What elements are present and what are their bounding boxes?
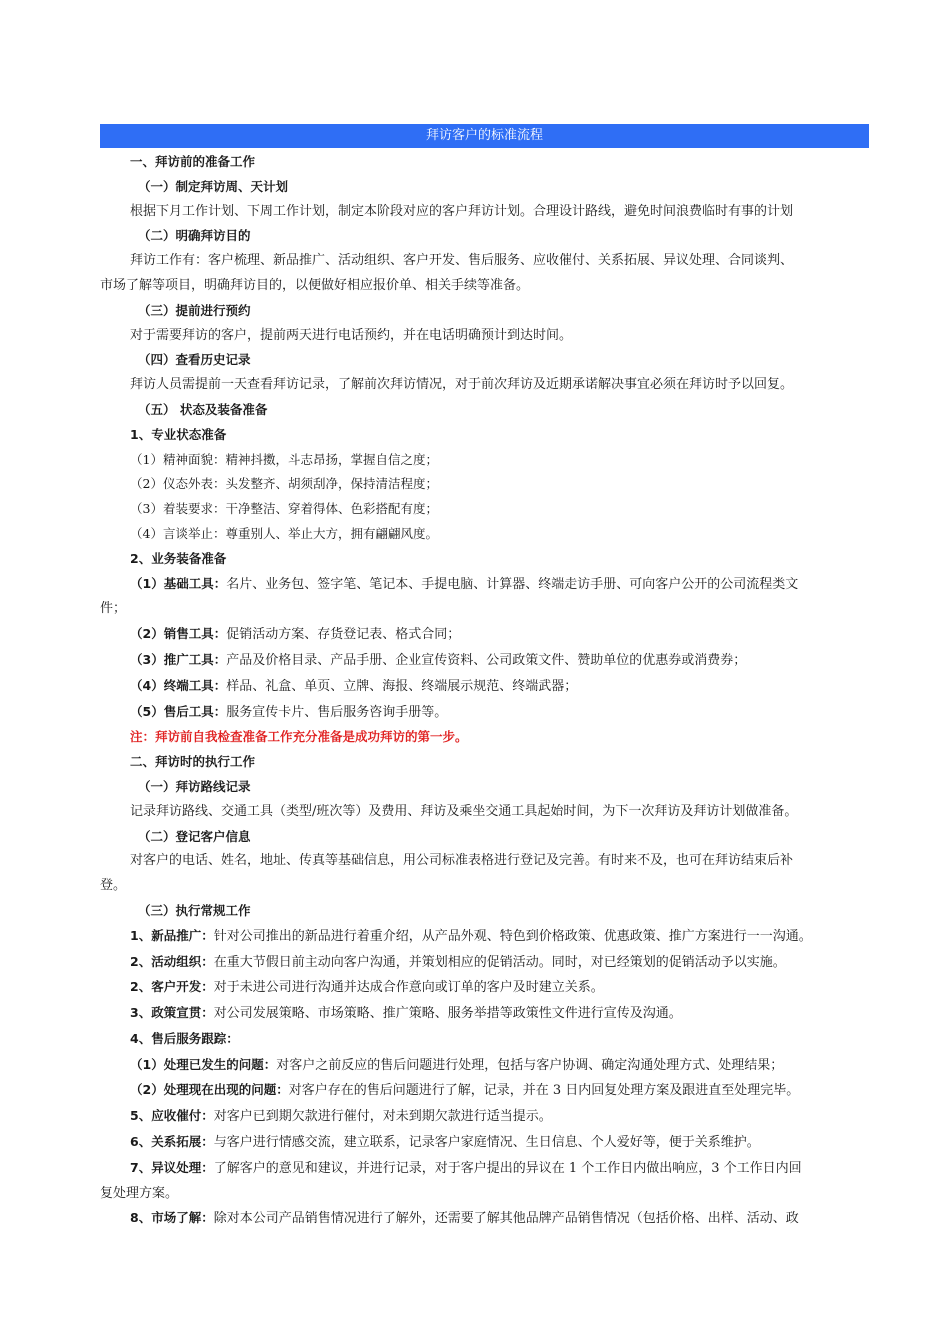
item-label: 3、政策宣贯： <box>130 1005 214 1021</box>
list-item <box>100 1027 875 1053</box>
list-item <box>100 924 875 950</box>
list-item <box>100 950 875 976</box>
item-text: 对客户之前反应的售后问题进行处理，包括与客户协调、确定沟通处理方式、处理结果； <box>276 1057 784 1073</box>
subsection-heading: （三）执行常规工作 <box>138 902 251 918</box>
item-text: 了解客户的意见和建议，并进行记录，对于客户提出的异议在 1 个工作日内做出响应，3 个工作日内回 <box>213 1160 802 1176</box>
list-item <box>100 674 875 700</box>
item-text: 在重大节假日前主动向客户沟通，并策划相应的促销活动。同时，对已经策划的促销活动予以实施。 <box>213 954 786 970</box>
item-label: 2、活动组织： <box>130 953 214 969</box>
subsection-heading: （五） 状态及装备准备 <box>138 401 268 417</box>
paragraph: 对客户的电话、姓名，地址、传真等基础信息，用公司标准表格进行登记及完善。有时来不及，也可在拜访结束后补 <box>130 853 794 869</box>
list-item <box>100 1206 875 1232</box>
list-item <box>100 1130 875 1156</box>
paragraph: 复处理方案。 <box>100 1185 179 1201</box>
item-label: 6、关系拓展： <box>130 1134 214 1150</box>
item-text: 除对本公司产品销售情况进行了解外，还需要了解其他品牌产品销售情况（包括价格、出样、活动、政 <box>213 1211 799 1227</box>
list-item <box>100 975 875 1001</box>
paragraph: 记录拜访路线、交通工具（类型/班次等）及费用、拜访及乘坐交通工具起始时间，为下一次拜访及拜访计划做准备。 <box>130 803 798 819</box>
list-item: （4）言谈举止：尊重别人、举止大方，拥有翩翩风度。 <box>130 525 438 541</box>
list-item <box>100 1078 875 1104</box>
item-label: （4）终端工具： <box>130 677 227 693</box>
item-label: （2）处理现在出现的问题： <box>130 1082 289 1098</box>
item-text: 对客户存在的售后问题进行了解，记录，并在 3 日内回复处理方案及跟进直至处理完毕。 <box>288 1083 800 1099</box>
item-label: （1）基础工具： <box>130 575 227 591</box>
paragraph: 登。 <box>100 878 127 894</box>
item-label: （3）推广工具： <box>130 651 227 667</box>
paragraph: 对于需要拜访的客户，提前两天进行电话预约，并在电话明确预计到达时间。 <box>130 327 573 343</box>
list-item: （2）仪态外表：头发整齐、胡须刮净，保持清洁程度； <box>130 476 438 492</box>
paragraph: 件； <box>100 601 127 617</box>
paragraph: 拜访工作有：客户梳理、新品推广、活动组织、客户开发、售后服务、应收催付、关系拓展、异议处理、合同谈判、 <box>130 253 794 269</box>
paragraph: 市场了解等项目，明确拜访目的，以便做好相应报价单、相关手续等准备。 <box>100 277 530 293</box>
note: 注：拜访前自我检查准备工作充分准备是成功拜访的第一步。 <box>130 729 468 745</box>
list-item <box>100 648 875 674</box>
item-text: 对公司发展策略、市场策略、推广策略、服务举措等政策性文件进行宣传及沟通。 <box>213 1006 682 1022</box>
paragraph: 根据下月工作计划、下周工作计划，制定本阶段对应的客户拜访计划。合理设计路线，避免时间浪费临时有事的计划 <box>130 203 794 219</box>
list-item <box>100 1104 875 1130</box>
list-item: （1）精神面貌：精神抖擞，斗志昂扬，掌握自信之度； <box>130 451 438 467</box>
item-text: 服务宣传卡片、售后服务咨询手册等。 <box>226 704 448 720</box>
document-title: 拜访客户的标准流程 <box>100 124 869 148</box>
subsection-heading: （一）制定拜访周、天计划 <box>138 178 289 194</box>
item-label: （2）销售工具： <box>130 626 227 642</box>
item-text: 样品、礼盒、单页、立牌、海报、终端展示规范、终端武器； <box>226 678 578 694</box>
item-label: （5）售后工具： <box>130 703 227 719</box>
point-heading: 1、专业状态准备 <box>130 426 227 442</box>
item-text: 对于未进公司进行沟通并达成合作意向或订单的客户及时建立关系。 <box>213 980 604 996</box>
list-item <box>100 700 875 726</box>
item-text: 促销活动方案、存货登记表、格式合同； <box>226 627 461 643</box>
item-label: 8、市场了解： <box>130 1210 214 1226</box>
item-text: 与客户进行情感交流，建立联系，记录客户家庭情况、生日信息、个人爱好等，便于关系维护。 <box>213 1135 760 1151</box>
subsection-heading: （一）拜访路线记录 <box>138 778 251 794</box>
list-item <box>100 622 875 648</box>
item-text: 产品及价格目录、产品手册、企业宣传资料、公司政策文件、赞助单位的优惠券或消费券； <box>226 652 747 668</box>
item-label: （1）处理已发生的问题： <box>130 1056 277 1072</box>
paragraph: 拜访人员需提前一天查看拜访记录，了解前次拜访情况，对于前次拜访及近期承诺解决事宜必须在拜访时予以回复。 <box>130 377 794 393</box>
list-item <box>100 1053 875 1079</box>
subsection-heading: （二）明确拜访目的 <box>138 228 251 244</box>
document-body <box>100 150 875 1232</box>
item-label: 7、异议处理： <box>130 1159 214 1175</box>
item-label: 5、应收催付： <box>130 1108 214 1124</box>
point-heading: 2、业务装备准备 <box>130 550 227 566</box>
item-text: 针对公司推出的新品进行着重介绍，从产品外观、特色到价格政策、优惠政策、推广方案进行一一沟通。 <box>213 928 812 944</box>
section-heading: 二、拜访时的执行工作 <box>130 754 256 770</box>
subsection-heading: （二）登记客户信息 <box>138 828 251 844</box>
item-label: 1、新品推广： <box>130 927 214 943</box>
subsection-heading: （三）提前进行预约 <box>138 302 251 318</box>
item-text: 对客户已到期欠款进行催付，对未到期欠款进行适当提示。 <box>213 1109 552 1125</box>
list-item: （3）着装要求：干净整洁、穿着得体、色彩搭配有度； <box>130 501 438 517</box>
list-item <box>100 1001 875 1027</box>
list-item <box>100 572 875 598</box>
section-heading: 一、拜访前的准备工作 <box>130 154 256 169</box>
item-text: 名片、业务包、签字笔、笔记本、手提电脑、计算器、终端走访手册、可向客户公开的公司流程类文 <box>226 576 799 592</box>
subsection-heading: （四）查看历史记录 <box>138 352 251 368</box>
item-label: 2、客户开发： <box>130 979 214 995</box>
list-item <box>100 1156 875 1182</box>
item-label: 4、售后服务跟踪： <box>130 1030 239 1046</box>
